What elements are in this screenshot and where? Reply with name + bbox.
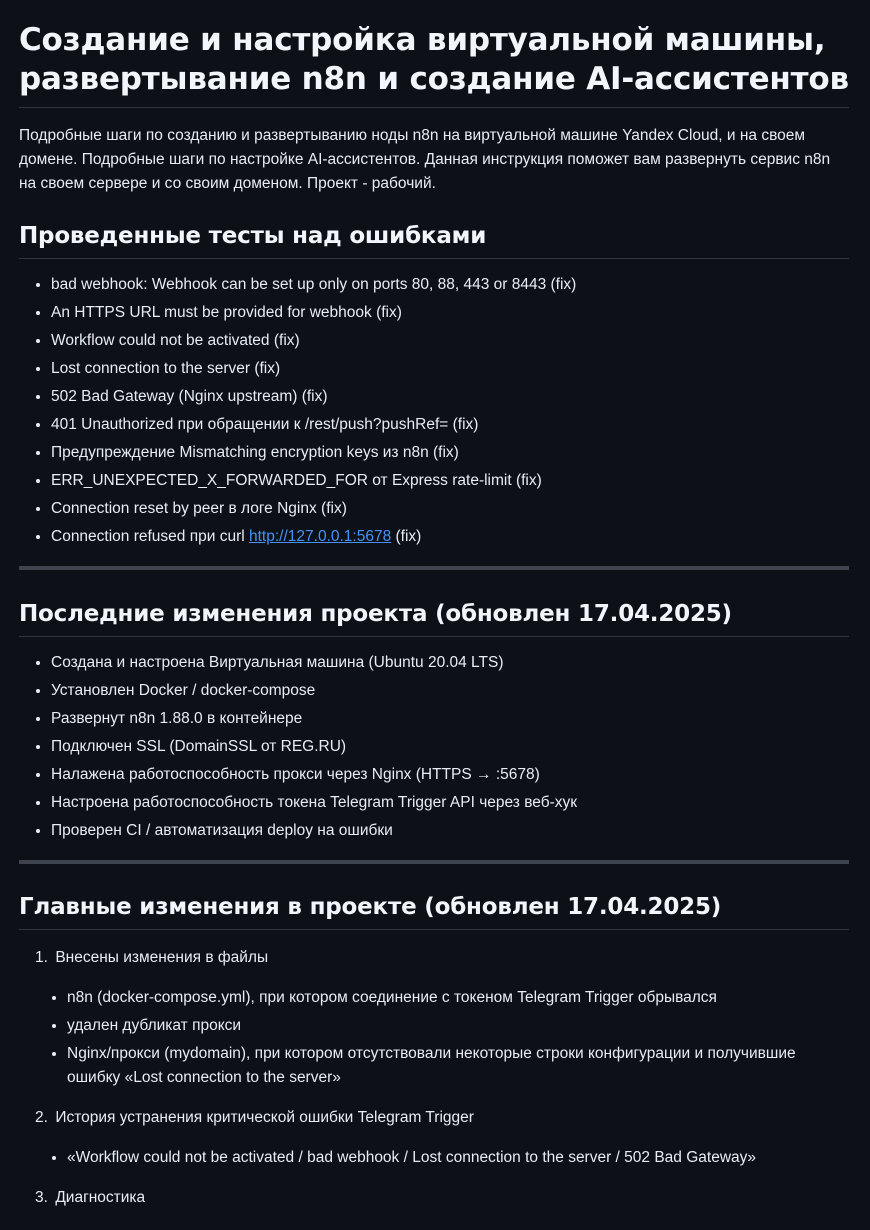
step-item (35, 1186, 849, 1210)
recent-changes-heading: Последние изменения проекта (обновлен 17.04.2025) (19, 598, 849, 637)
page-title: Создание и настройка виртуальной машины, развертывание n8n и создание AI-ассистентов (19, 0, 849, 108)
list-item: • Создана и настроена Виртуальная машина (Ubuntu 20.04 LTS) (51, 651, 849, 675)
list-item: • Lost connection to the server (fix) (51, 357, 849, 381)
step-label: История устранения критической ошибки Telegram Trigger (55, 1109, 474, 1126)
list-item (51, 525, 849, 549)
list-item: • Workflow could not be activated (fix) (51, 329, 849, 353)
main-changes-list (19, 946, 849, 1210)
step-sublist (35, 986, 849, 1090)
step-sublist (35, 1146, 849, 1170)
tests-list (19, 273, 849, 549)
list-item: • Налажена работоспособность прокси через Nginx (HTTPS → :5678) (51, 763, 849, 787)
section-divider (19, 566, 849, 570)
section-divider (19, 860, 849, 864)
step-number: 3. (35, 1189, 48, 1206)
list-item: • Подключен SSL (DomainSSL от REG.RU) (51, 735, 849, 759)
step-label: Диагностика (55, 1189, 146, 1206)
intro-paragraph: Подробные шаги по созданию и развертыванию ноды n8n на виртуальной машине Yandex Cloud, и на своем домене. Подробные шаги по настройке AI-ассистентов. Данная инструкция поможет вам развернуть сервис n8n на своем сервере и со своим доменом. Проект - рабочий. (19, 127, 831, 192)
tests-heading: Проведенные тесты над ошибками (19, 220, 849, 259)
list-item: • n8n (docker-compose.yml), при котором соединение с токеном Telegram Trigger обрывался (67, 986, 849, 1010)
recent-changes-list (19, 651, 849, 843)
list-item: • Предупреждение Mismatching encryption keys из n8n (fix) (51, 441, 849, 465)
list-item: • Настроена работоспособность токена Telegram Trigger API через веб-хук (51, 791, 849, 815)
list-item: • 502 Bad Gateway (Nginx upstream) (fix) (51, 385, 849, 409)
list-item: • bad webhook: Webhook can be set up only on ports 80, 88, 443 or 8443 (fix) (51, 273, 849, 297)
localhost-link[interactable]: http://127.0.0.1:5678 (249, 528, 392, 545)
list-item: • Проверен CI / автоматизация deploy на ошибки (51, 819, 849, 843)
list-item: • 401 Unauthorized при обращении к /rest/push?pushRef= (fix) (51, 413, 849, 437)
step-item (35, 946, 849, 1090)
list-item: • удален дубликат прокси (67, 1014, 849, 1038)
step-label: Внесены изменения в файлы (55, 949, 269, 966)
main-changes-heading: Главные изменения в проекте (обновлен 17.04.2025) (19, 891, 849, 930)
step-number: 2. (35, 1109, 48, 1126)
step-item (35, 1106, 849, 1170)
list-item: • Развернут n8n 1.88.0 в контейнере (51, 707, 849, 731)
list-item-text: (fix) (391, 528, 422, 545)
list-item: • An HTTPS URL must be provided for webhook (fix) (51, 301, 849, 325)
list-item-text: Connection refused при curl (51, 528, 249, 545)
list-item: • Установлен Docker / docker-compose (51, 679, 849, 703)
step-number: 1. (35, 949, 48, 966)
list-item: • Connection reset by peer в логе Nginx (fix) (51, 497, 849, 521)
list-item: • Nginx/прокси (mydomain), при котором отсутствовали некоторые строки конфигурации и получившие ошибку «Lost connection to the server» (67, 1042, 849, 1090)
list-item: • «Workflow could not be activated / bad webhook / Lost connection to the server / 502 Bad Gateway» (67, 1146, 849, 1170)
list-item: • ERR_UNEXPECTED_X_FORWARDED_FOR от Express rate-limit (fix) (51, 469, 849, 493)
